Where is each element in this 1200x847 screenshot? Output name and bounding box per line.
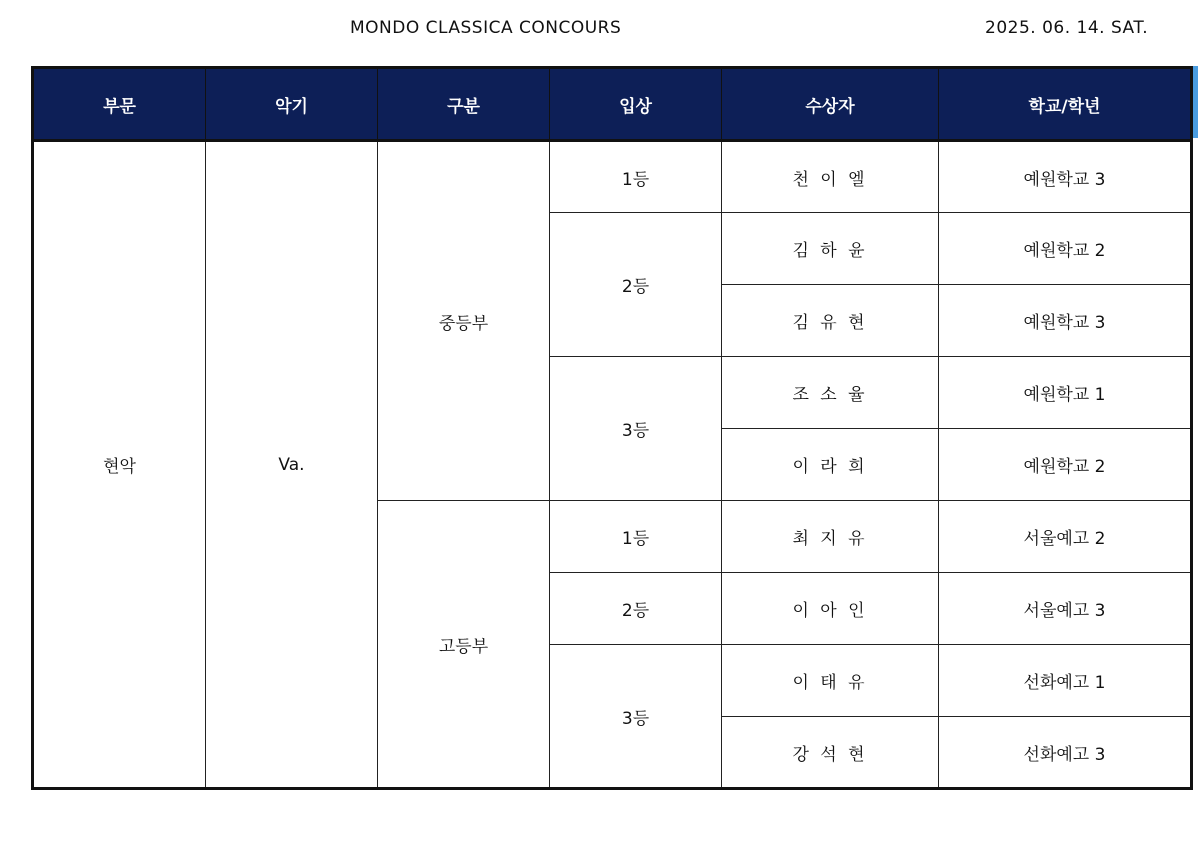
school-grade: 선화예고 3 [939,717,1192,789]
column-header-instrument: 악기 [206,68,378,141]
school-grade: 예원학교 3 [939,285,1192,357]
school-grade: 서울예고 3 [939,573,1192,645]
column-header-rank: 입상 [550,68,722,141]
school-grade: 예원학교 3 [939,141,1192,213]
winner-name: 이 아 인 [722,573,939,645]
winner-name: 김 하 윤 [722,213,939,285]
column-header-category: 구분 [378,68,550,141]
winner-name: 김 유 현 [722,285,939,357]
document-title: MONDO CLASSICA CONCOURS [350,18,622,38]
column-header-school: 학교/학년 [939,68,1192,141]
results-table [31,66,1193,790]
category-cell: 고등부 [378,501,550,789]
column-header-winner: 수상자 [722,68,939,141]
table-row [33,141,1192,213]
winner-name: 최 지 유 [722,501,939,573]
winner-name: 이 태 유 [722,645,939,717]
winner-name: 강 석 현 [722,717,939,789]
rank-cell: 3등 [550,645,722,789]
category-cell: 중등부 [378,141,550,501]
rank-cell: 2등 [550,213,722,357]
winner-name: 이 라 희 [722,429,939,501]
instrument-cell: Va. [206,141,378,789]
document-date: 2025. 06. 14. SAT. [985,18,1149,38]
rank-cell: 3등 [550,357,722,501]
header-row [33,68,1192,141]
school-grade: 예원학교 2 [939,213,1192,285]
winner-name: 조 소 율 [722,357,939,429]
school-grade: 예원학교 1 [939,357,1192,429]
school-grade: 예원학교 2 [939,429,1192,501]
column-header-division: 부문 [33,68,206,141]
school-grade: 서울예고 2 [939,501,1192,573]
school-grade: 선화예고 1 [939,645,1192,717]
winner-name: 천 이 엘 [722,141,939,213]
rank-cell: 1등 [550,141,722,213]
rank-cell: 1등 [550,501,722,573]
division-cell: 현악 [33,141,206,789]
rank-cell: 2등 [550,573,722,645]
